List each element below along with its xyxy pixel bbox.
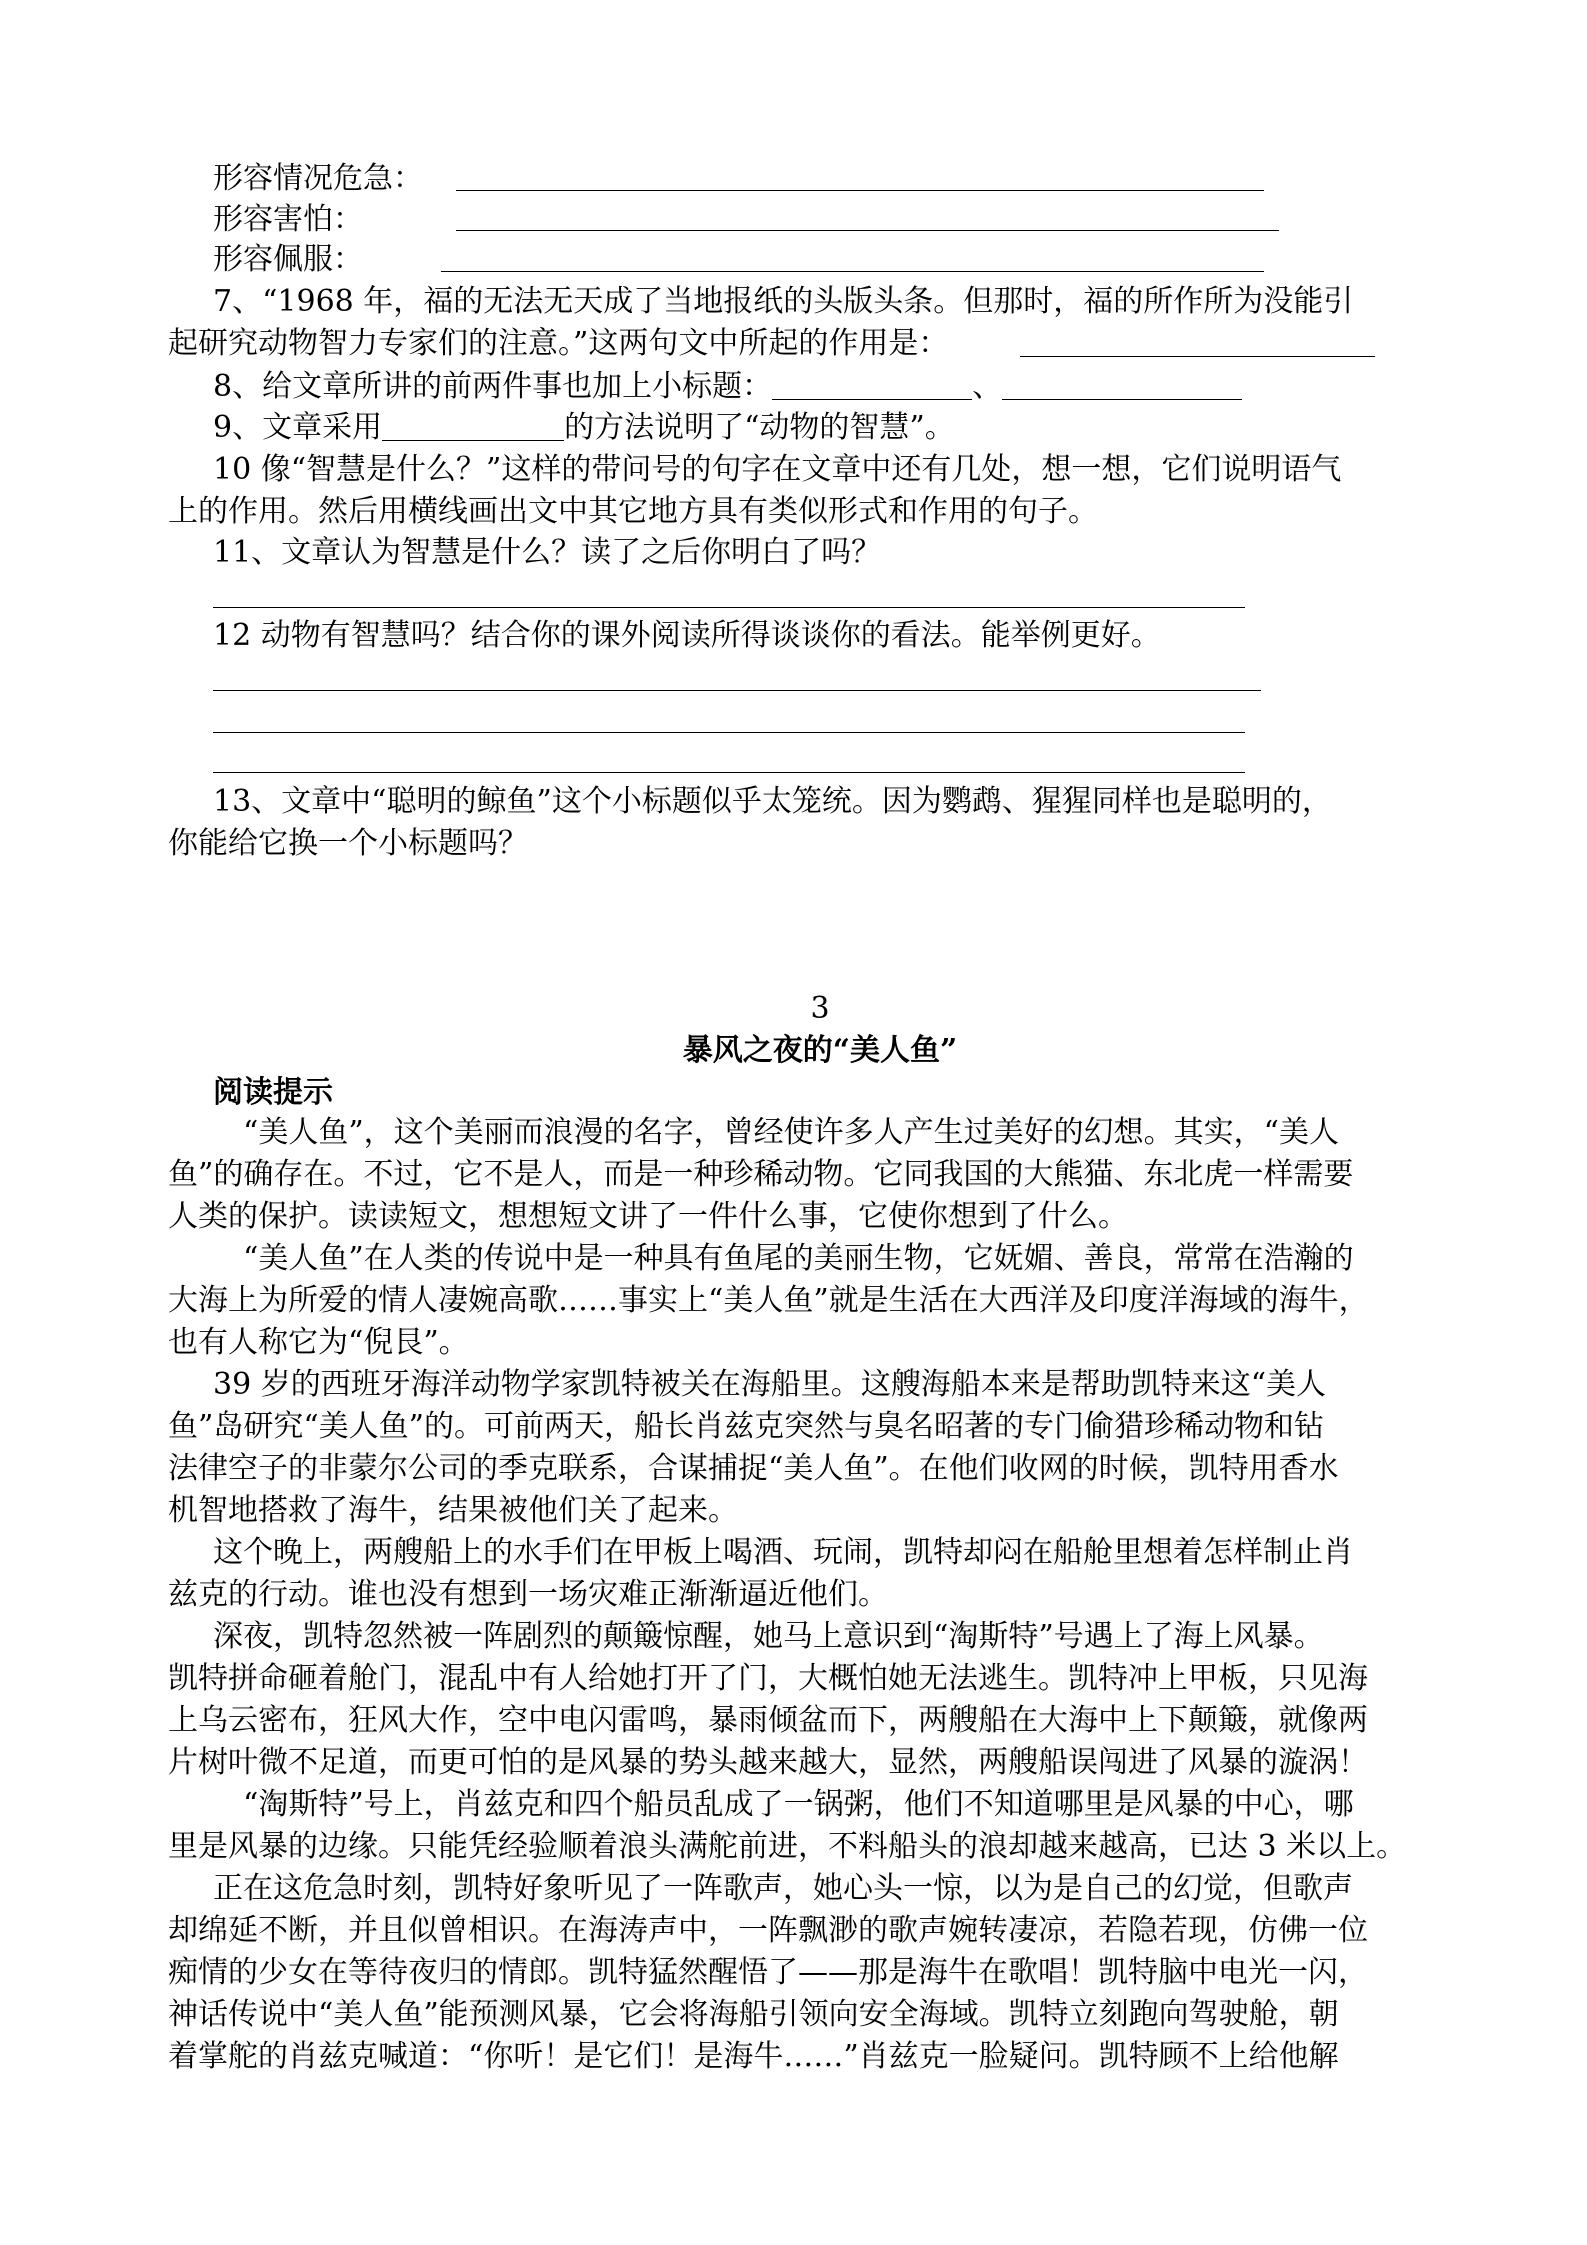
answer-line-q11[interactable] <box>213 607 1245 608</box>
q9-after: 的方法说明了“动物的智慧”。 <box>564 410 955 445</box>
body-line: 鱼”岛研究“美人鱼”的。可前两天，船长肖兹克突然与臭名昭著的专门偷猎珍稀动物和钻 <box>168 1409 1325 1444</box>
body-line: 法律空子的非蒙尔公司的季克联系，合谋捕捉“美人鱼”。在他们收网的时候，凯特用香水 <box>168 1451 1339 1486</box>
q7-line2: 起研究动物智力专家们的注意。”这两句文中所起的作用是： <box>168 326 949 361</box>
q6-item-urgent: 形容情况危急： <box>213 161 423 196</box>
answer-line-urgent[interactable] <box>456 190 1264 191</box>
body-line: 神话传说中“美人鱼”能预测风暴，它会将海船引领向安全海域。凯特立刻跑向驾驶舱，朝 <box>168 1997 1339 2032</box>
body-line: 机智地搭救了海牛，结果被他们关了起来。 <box>168 1493 738 1528</box>
body-line: 片树叶微不足道，而更可怕的是风暴的势头越来越大，显然，两艘船误闯进了风暴的漩涡！ <box>168 1745 1368 1780</box>
q12-text: 12 动物有智慧吗？结合你的课外阅读所得谈谈你的看法。能举例更好。 <box>213 618 1161 653</box>
answer-line-fear[interactable] <box>456 230 1279 231</box>
answer-blank-q9[interactable] <box>382 410 564 441</box>
body-line: 大海上为所爱的情人凄婉高歌……事实上“美人鱼”就是生活在大西洋及印度洋海域的海牛， <box>168 1283 1369 1318</box>
body-line: 兹克的行动。谁也没有想到一场灾难正渐渐逼近他们。 <box>168 1577 888 1612</box>
q11-text: 11、文章认为智慧是什么？读了之后你明白了吗？ <box>213 535 882 570</box>
body-line: 也有人称它为“倪艮”。 <box>168 1325 469 1360</box>
q13-line2: 你能给它换一个小标题吗？ <box>168 826 528 861</box>
q9-text <box>213 407 955 449</box>
q13-line1: 13、文章中“聪明的鲸鱼”这个小标题似乎太笼统。因为鹦鹉、猩猩同样也是聪明的， <box>213 784 1332 819</box>
body-line: 39 岁的西班牙海洋动物学家凯特被关在海船里。这艘海船本来是帮助凯特来这“美人 <box>213 1367 1327 1402</box>
body-line: 这个晚上，两艘船上的水手们在甲板上喝酒、玩闹，凯特却闷在船舱里想着怎样制止肖 <box>213 1535 1353 1570</box>
body-line: 人类的保护。读读短文，想想短文讲了一件什么事，它使你想到了什么。 <box>168 1199 1128 1234</box>
body-line: 痴情的少女在等待夜归的情郎。凯特猛然醒悟了——那是海牛在歌唱！凯特脑中电光一闪， <box>168 1955 1368 1990</box>
body-line: 凯特拼命砸着舱门，混乱中有人给她打开了门，大概怕她无法逃生。凯特冲上甲板，只见海 <box>168 1661 1368 1696</box>
body-line: “淘斯特”号上，肖兹克和四个船员乱成了一锅粥，他们不知道哪里是风暴的中心，哪 <box>243 1787 1354 1822</box>
body-line: 里是风暴的边缘。只能凭经验顺着浪头满舵前进，不料船头的浪却越来越高，已达 3 米以上。 <box>168 1829 1407 1864</box>
body-line: 深夜，凯特忽然被一阵剧烈的颠簸惊醒，她马上意识到“淘斯特”号遇上了海上风暴。 <box>213 1619 1324 1654</box>
body-line: 却绵延不断，并且似曾相识。在海涛声中，一阵飘渺的歌声婉转凄凉，若隐若现，仿佛一位 <box>168 1913 1368 1948</box>
q8-separator: 、 <box>972 369 1003 404</box>
body-line: 正在这危急时刻，凯特好象听见了一阵歌声，她心头一惊，以为是自己的幻觉，但歌声 <box>213 1871 1353 1906</box>
answer-line-q7[interactable] <box>1020 356 1375 357</box>
answer-blank-q8-first[interactable] <box>772 369 972 400</box>
q9-before: 9、文章采用 <box>213 410 383 445</box>
body-line: “美人鱼”，这个美丽而浪漫的名字，曾经使许多人产生过美好的幻想。其实，“美人 <box>243 1115 1340 1150</box>
body-line: 鱼”的确存在。不过，它不是人，而是一种珍稀动物。它同我国的大熊猫、东北虎一样需要 <box>168 1157 1354 1192</box>
q8-text <box>213 366 1242 408</box>
q7-line1: 7、“1968 年，福的无法无天成了当地报纸的头版头条。但那时，福的所作所为没能引 <box>213 284 1354 319</box>
q6-item-admire: 形容佩服： <box>213 242 363 277</box>
section-number: 3 <box>810 991 830 1026</box>
body-line: 上乌云密布，狂风大作，空中电闪雷鸣，暴雨倾盆而下，两艘船在大海中上下颠簸，就像两 <box>168 1703 1368 1738</box>
answer-line-q12-2[interactable] <box>213 732 1245 733</box>
answer-line-q12-3[interactable] <box>213 772 1245 773</box>
q10-line1: 10 像“智慧是什么？”这样的带问号的句字在文章中还有几处，想一想，它们说明语气 <box>213 452 1342 487</box>
answer-line-q12-1[interactable] <box>213 690 1261 691</box>
q8-prompt: 8、给文章所讲的前两件事也加上小标题： <box>213 369 773 404</box>
q10-line2: 上的作用。然后用横线画出文中其它地方具有类似形式和作用的句子。 <box>168 494 1098 529</box>
reading-tip-heading: 阅读提示 <box>213 1075 333 1110</box>
body-line: “美人鱼”在人类的传说中是一种具有鱼尾的美丽生物，它妩媚、善良，常常在浩瀚的 <box>243 1241 1354 1276</box>
body-line: 着掌舵的肖兹克喊道：“你听！是它们！是海牛……”肖兹克一脸疑问。凯特顾不上给他解 <box>168 2039 1339 2074</box>
answer-line-admire[interactable] <box>441 271 1264 272</box>
section-title: 暴风之夜的“美人鱼” <box>682 1033 958 1068</box>
answer-blank-q8-second[interactable] <box>1002 369 1242 400</box>
q6-item-fear: 形容害怕： <box>213 202 363 237</box>
